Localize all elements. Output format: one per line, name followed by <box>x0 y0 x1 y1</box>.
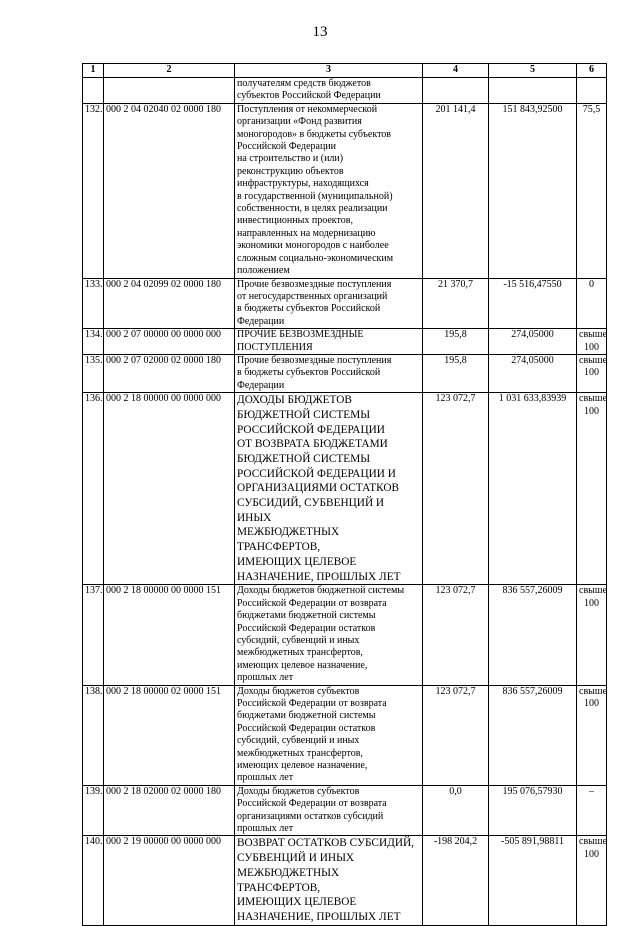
row-number: 140. <box>83 836 104 925</box>
income-name: Прочие безвозмездные поступления в бюджеты субъектов Российской Федерации <box>235 354 423 392</box>
budget-code: 000 2 18 00000 00 0000 151 <box>104 585 235 685</box>
actual-amount <box>489 78 577 104</box>
actual-amount: -15 516,47550 <box>489 278 577 329</box>
row-number: 135. <box>83 354 104 392</box>
table-row <box>83 103 607 278</box>
table-row <box>83 329 607 355</box>
income-name: ДОХОДЫ БЮДЖЕТОВ БЮДЖЕТНОЙ СИСТЕМЫ РОССИЙСКОЙ ФЕДЕРАЦИИ ОТ ВОЗВРАТА БЮДЖЕТАМИ БЮДЖЕТНОЙ СИСТЕМЫ РОССИЙСКОЙ ФЕДЕРАЦИИ И ОРГАНИЗАЦИЯМИ ОСТАТКОВ СУБСИДИЙ, СУБВЕНЦИЙ И ИНЫХ МЕЖБЮДЖЕТНЫХ ТРАНСФЕРТОВ, ИМЕЮЩИХ ЦЕЛЕВОЕ НАЗНАЧЕНИЕ, ПРОШЛЫХ ЛЕТ <box>235 393 423 585</box>
table-row <box>83 585 607 685</box>
income-name: Доходы бюджетов субъектов Российской Федерации от возврата бюджетами бюджетной системы Российской Федерации остатков субсидий, субвенций и иных межбюджетных трансфертов, имеющих целевое назначение, прошлых лет <box>235 685 423 785</box>
income-name: Доходы бюджетов субъектов Российской Федерации от возврата организациями остатков субсидий прошлых лет <box>235 785 423 836</box>
budget-code: 000 2 19 00000 00 0000 000 <box>104 836 235 925</box>
execution-percent: свыше 100 <box>577 585 607 685</box>
row-number <box>83 78 104 104</box>
budget-code <box>104 78 235 104</box>
actual-amount: 836 557,26009 <box>489 685 577 785</box>
header-cell: 5 <box>489 64 577 78</box>
planned-amount: 195,8 <box>423 329 489 355</box>
row-number: 134. <box>83 329 104 355</box>
income-name: Прочие безвозмездные поступления от негосударственных организаций в бюджеты субъектов Российской Федерации <box>235 278 423 329</box>
planned-amount: 201 141,4 <box>423 103 489 278</box>
execution-percent: свыше 100 <box>577 354 607 392</box>
budget-code: 000 2 07 00000 00 0000 000 <box>104 329 235 355</box>
execution-percent: 75,5 <box>577 103 607 278</box>
row-number: 138. <box>83 685 104 785</box>
income-name: ВОЗВРАТ ОСТАТКОВ СУБСИДИЙ, СУБВЕНЦИЙ И ИНЫХ МЕЖБЮДЖЕТНЫХ ТРАНСФЕРТОВ, ИМЕЮЩИХ ЦЕЛЕВОЕ НАЗНАЧЕНИЕ, ПРОШЛЫХ ЛЕТ <box>235 836 423 925</box>
planned-amount: 123 072,7 <box>423 685 489 785</box>
actual-amount: 836 557,26009 <box>489 585 577 685</box>
planned-amount: 123 072,7 <box>423 393 489 585</box>
budget-code: 000 2 04 02040 02 0000 180 <box>104 103 235 278</box>
income-name: получателям средств бюджетов субъектов Российской Федерации <box>235 78 423 104</box>
table-row <box>83 685 607 785</box>
execution-percent: свыше 100 <box>577 836 607 925</box>
row-number: 133. <box>83 278 104 329</box>
budget-code: 000 2 07 02000 02 0000 180 <box>104 354 235 392</box>
budget-code: 000 2 18 02000 02 0000 180 <box>104 785 235 836</box>
execution-percent: 0 <box>577 278 607 329</box>
planned-amount: 21 370,7 <box>423 278 489 329</box>
actual-amount: 151 843,92500 <box>489 103 577 278</box>
table-row <box>83 836 607 925</box>
budget-table <box>82 63 607 926</box>
budget-code: 000 2 04 02099 02 0000 180 <box>104 278 235 329</box>
row-number: 137. <box>83 585 104 685</box>
table-row <box>83 354 607 392</box>
budget-code: 000 2 18 00000 00 0000 000 <box>104 393 235 585</box>
actual-amount: 274,05000 <box>489 329 577 355</box>
actual-amount: -505 891,98811 <box>489 836 577 925</box>
actual-amount: 195 076,57930 <box>489 785 577 836</box>
planned-amount: 123 072,7 <box>423 585 489 685</box>
execution-percent: свыше 100 <box>577 393 607 585</box>
row-number: 136. <box>83 393 104 585</box>
actual-amount: 1 031 633,83939 <box>489 393 577 585</box>
row-number: 139. <box>83 785 104 836</box>
execution-percent <box>577 78 607 104</box>
header-cell: 3 <box>235 64 423 78</box>
row-number: 132. <box>83 103 104 278</box>
header-cell: 2 <box>104 64 235 78</box>
table-row <box>83 393 607 585</box>
header-cell: 1 <box>83 64 104 78</box>
income-name: ПРОЧИЕ БЕЗВОЗМЕЗДНЫЕ ПОСТУПЛЕНИЯ <box>235 329 423 355</box>
income-name: Поступления от некоммерческой организации «Фонд развития моногородов» в бюджеты субъектов Российской Федерации на строительство и (или) реконструкцию объектов инфраструктуры, находящихся в государственной (муниципальной) собственности, в целях реализации инвестиционных проектов, направленных на модернизацию экономики моногородов с наиболее сложным социально-экономическим положением <box>235 103 423 278</box>
header-row <box>83 64 607 78</box>
table-row <box>83 78 607 104</box>
header-cell: 4 <box>423 64 489 78</box>
table-row <box>83 278 607 329</box>
execution-percent: свыше 100 <box>577 329 607 355</box>
execution-percent: свыше 100 <box>577 685 607 785</box>
planned-amount: 0,0 <box>423 785 489 836</box>
planned-amount: -198 204,2 <box>423 836 489 925</box>
actual-amount: 274,05000 <box>489 354 577 392</box>
page-number: 13 <box>312 24 328 40</box>
execution-percent: – <box>577 785 607 836</box>
table-body <box>83 78 607 926</box>
income-name: Доходы бюджетов бюджетной системы Российской Федерации от возврата бюджетами бюджетной системы Российской Федерации остатков субсидий, субвенций и иных межбюджетных трансфертов, имеющих целевое назначение, прошлых лет <box>235 585 423 685</box>
budget-code: 000 2 18 00000 02 0000 151 <box>104 685 235 785</box>
planned-amount <box>423 78 489 104</box>
header-cell: 6 <box>577 64 607 78</box>
planned-amount: 195,8 <box>423 354 489 392</box>
table-row <box>83 785 607 836</box>
